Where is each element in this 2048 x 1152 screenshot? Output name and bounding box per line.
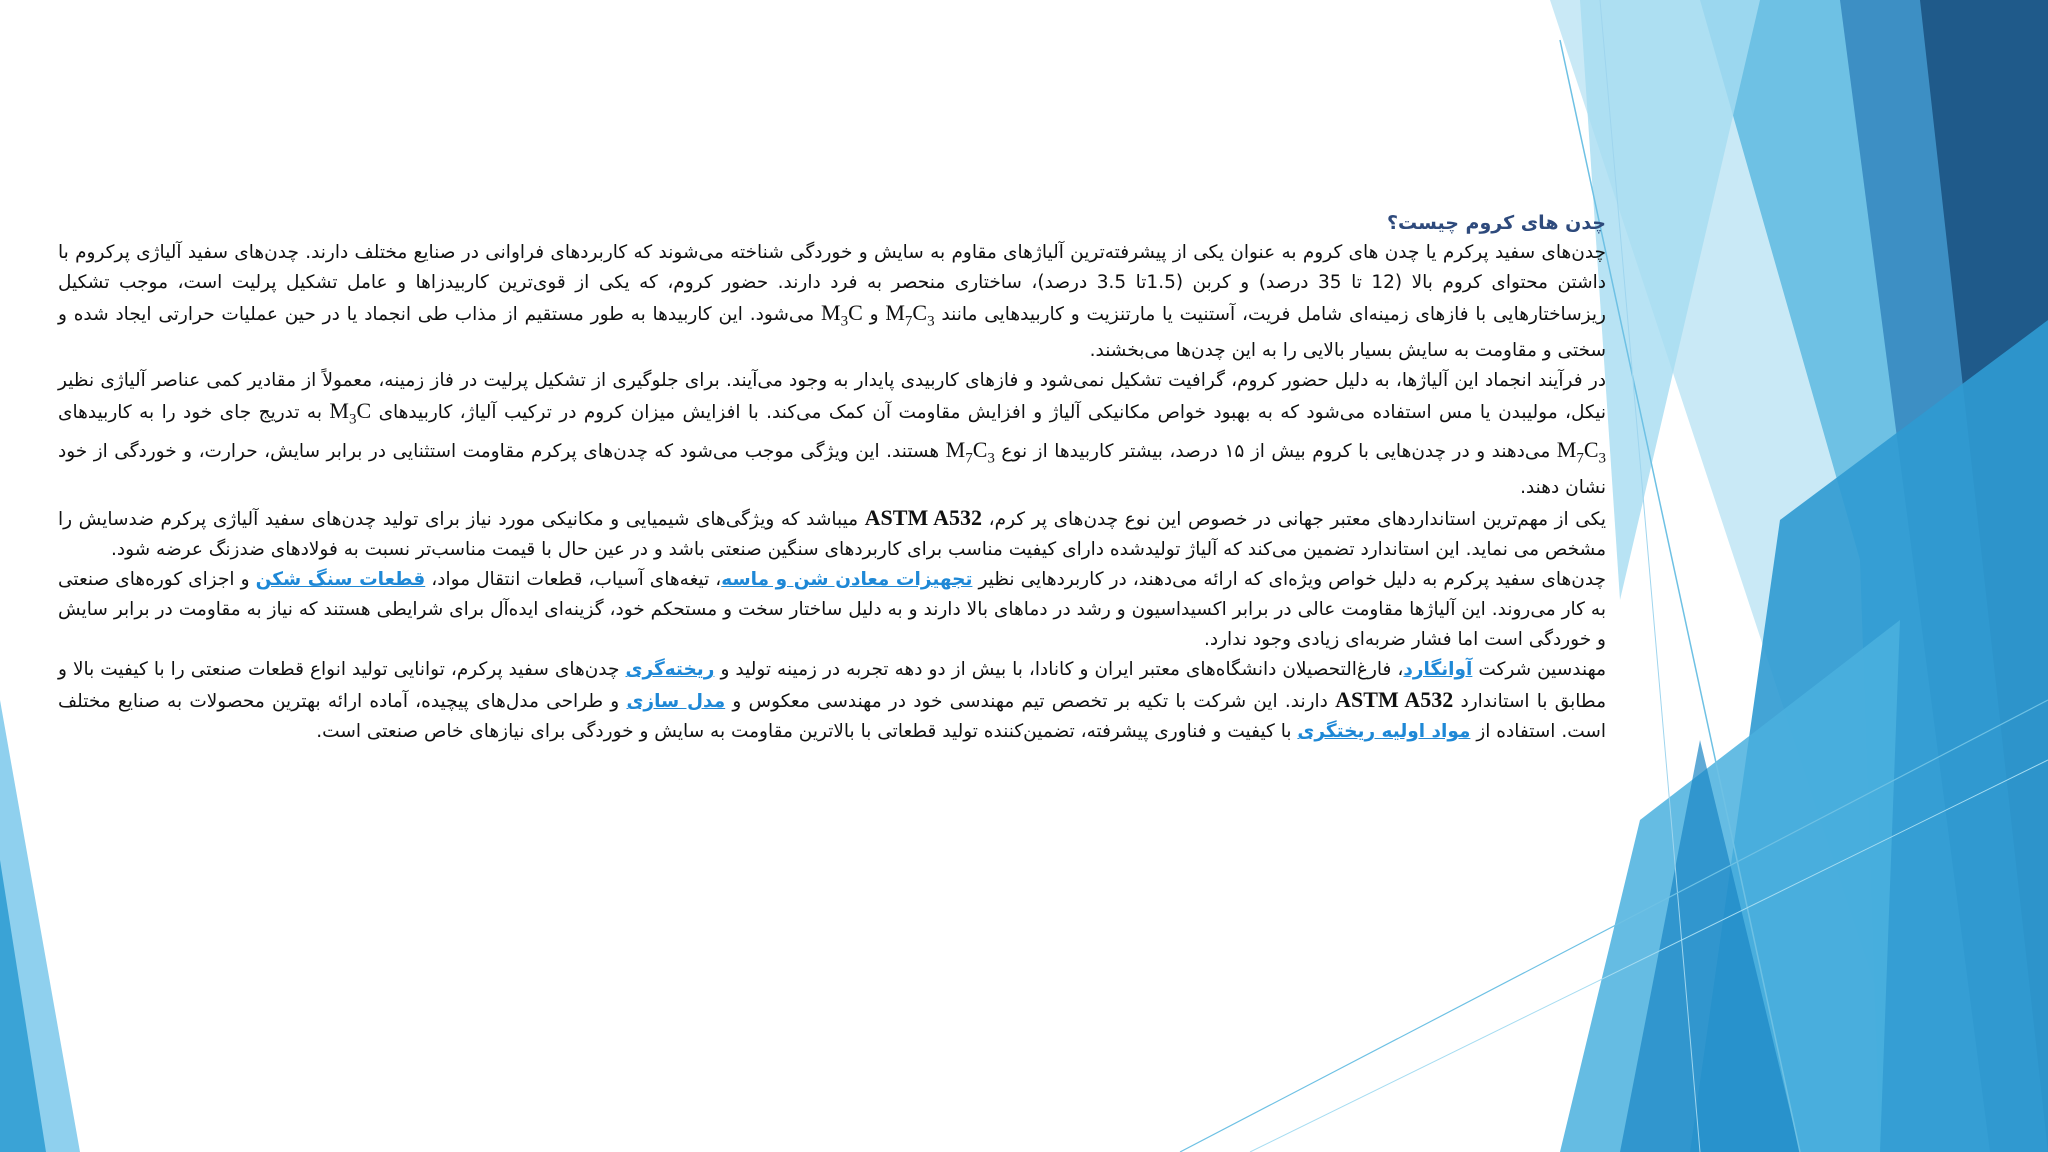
text-segment: و اجزای کوره‌های صنعتی به کار می‌روند. این آلیاژها مقاومت عالی در برابر اکسیداسیون و رشد در دماهای بالا دارند و به دلیل ساختار سخت و مستحکم خود، گزینه‌ای ایده‌آل برای شرایطی هستند که نیاز به مقاومت در برابر سایش و خوردگی است اما فشار ضربه‌ای زیادی وجود ندارد. bbox=[58, 569, 1606, 651]
text-segment: دارند. این شرکت با تکیه بر تخصص تیم مهندسی خود در مهندسی معکوس و bbox=[732, 691, 1328, 713]
text-segment: هستند. این ویژگی موجب می‌شود که چدن‌های پرکرم مقاومت استثنایی در برابر سایش، حرارت، و خوردگی از خود نشان دهند. bbox=[58, 440, 1606, 499]
link-modeling[interactable]: مدل سازی bbox=[626, 691, 726, 713]
paragraph-standard bbox=[58, 503, 1606, 565]
text-segment: به تدریج جای خود را به کاربیدهای bbox=[58, 402, 322, 424]
text-segment: میباشد که ویژگی‌های شیمیایی و مکانیکی مورد نیاز برای تولید چدن‌های سفید آلیاژی پرکرم ضدسایش را مشخص می نماید. این استاندارد تضمین می‌کند که آلیاژ تولیدشده دارای کیفیت مناسب برای کاربردهای سنگین صنعتی باشد و در عین حال با قیمت مناسب‌تر نسبت به فولادهای ضدزنگ عرضه شود. bbox=[58, 509, 1606, 561]
text-segment: مهندسین شرکت bbox=[1478, 659, 1607, 681]
text-segment: ، تیغه‌های آسیاب، قطعات انتقال مواد، bbox=[431, 569, 722, 591]
link-casting[interactable]: ریخته‌گری bbox=[625, 659, 715, 681]
text-segment: ، فارغ‌التحصیلان دانشگاه‌های معتبر ایران و کانادا، با بیش از دو دهه تجربه در زمینه تولید و bbox=[720, 659, 1404, 681]
paragraph-applications bbox=[58, 565, 1606, 655]
text-segment: و bbox=[869, 304, 879, 325]
article-body bbox=[58, 208, 1606, 747]
text-segment: در فرآیند انجماد این آلیاژها، به دلیل حضور کروم، گرافیت تشکیل نمی‌شود و فازهای کاربیدی پایدار به وجود می‌آیند. برای جلوگیری از تشکیل پرلیت در فاز زمینه، معمولاً از مقادیر کمی عناصر آلیاژی نظیر نیکل، مولیبدن یا مس استفاده می‌شود که به بهبود خواص مکانیکی آلیاژ و افزایش مقاومت آن کمک می‌کند. با افزایش میزان کروم در ترکیب آلیاژ، کاربیدهای bbox=[58, 370, 1606, 424]
text-segment: و طراحی مدل‌های پیچیده، آماده ارائه بهترین محصولات به صنایع مختلف است. استفاده از bbox=[58, 691, 1606, 743]
text-segment: یکی از مهم‌ترین استانداردهای معتبر جهانی در خصوص این نوع چدن‌های پر کرم، bbox=[988, 509, 1606, 531]
text-segment: با کیفیت و فناوری پیشرفته، تضمین‌کننده تولید قطعاتی با بالاترین مقاومت به سایش و خوردگی برای نیازهای خاص صنعتی است. bbox=[316, 721, 1292, 743]
link-mining-equipment[interactable]: تجهیزات معادن شن و ماسه bbox=[721, 569, 973, 591]
formula-m7c3: $M_7C_3$ bbox=[1556, 436, 1606, 467]
text-segment: چدن‌های سفید پرکرم به دلیل خواص ویژه‌ای که ارائه می‌دهند، در کاربردهایی نظیر bbox=[978, 569, 1606, 591]
link-crusher-parts[interactable]: قطعات سنگ شکن bbox=[255, 569, 426, 591]
text-segment: چدن‌های سفید پرکرم یا چدن های کروم به عنوان یکی از پیشرفته‌ترین آلیاژ‌های مقاوم به سایش و خوردگی شناخته می‌شوند که کاربردهای فراوانی در صنایع مختلف دارند. چدن‌های سفید آلیاژی پرکروم با داشتن محتوای کروم بالا (12 تا 35 درصد) و کربن (1.5تا 3.5 درصد)، ساختاری منحصر به فرد دارند. حضور کروم، که یکی از قوی‌ترین کاربیدزاها و عامل تشکیل پرلیت است، موجب تشکیل ریزساختارهایی با فازهای زمینه‌ای شامل فریت، آستنیت یا مارتنزیت و کاربیدهایی مانند bbox=[58, 242, 1606, 325]
astm-standard: ASTM A532 bbox=[864, 505, 983, 531]
article-heading: چدن های کروم چیست؟ bbox=[1387, 212, 1606, 234]
formula-m3c: $M_3C$ bbox=[821, 300, 863, 330]
text-segment: چدن‌های سفید پرکرم، توانایی تولید انواع قطعات صنعتی را با کیفیت بالا و مطابق با استاندارد bbox=[58, 659, 1606, 713]
paragraph-solidification bbox=[58, 366, 1606, 503]
paragraph-intro bbox=[58, 238, 1606, 366]
link-casting-materials[interactable]: مواد اولیه ریختگری bbox=[1297, 721, 1471, 743]
formula-m3c: $M_3C$ bbox=[329, 398, 372, 428]
formula-m7c3: $M_7C_3$ bbox=[885, 300, 935, 330]
text-segment: می‌شود. این کاربیدها به طور مستقیم از مذاب طی انجماد یا در حین عملیات حرارتی ایجاد شده و سختی و مقاومت به سایش بسیار بالایی را به این چدن‌ها می‌بخشند. bbox=[58, 304, 1606, 362]
paragraph-company bbox=[58, 655, 1606, 747]
text-segment: می‌دهند و در چدن‌هایی با کروم بیش از ۱۵ درصد، بیشتر کاربیدها از نوع bbox=[1001, 440, 1551, 462]
formula-m7c3: $M_7C_3$ bbox=[945, 436, 995, 467]
astm-standard: ASTM A532 bbox=[1335, 687, 1454, 713]
link-company-avangard[interactable]: آوانگارد bbox=[1403, 659, 1473, 681]
